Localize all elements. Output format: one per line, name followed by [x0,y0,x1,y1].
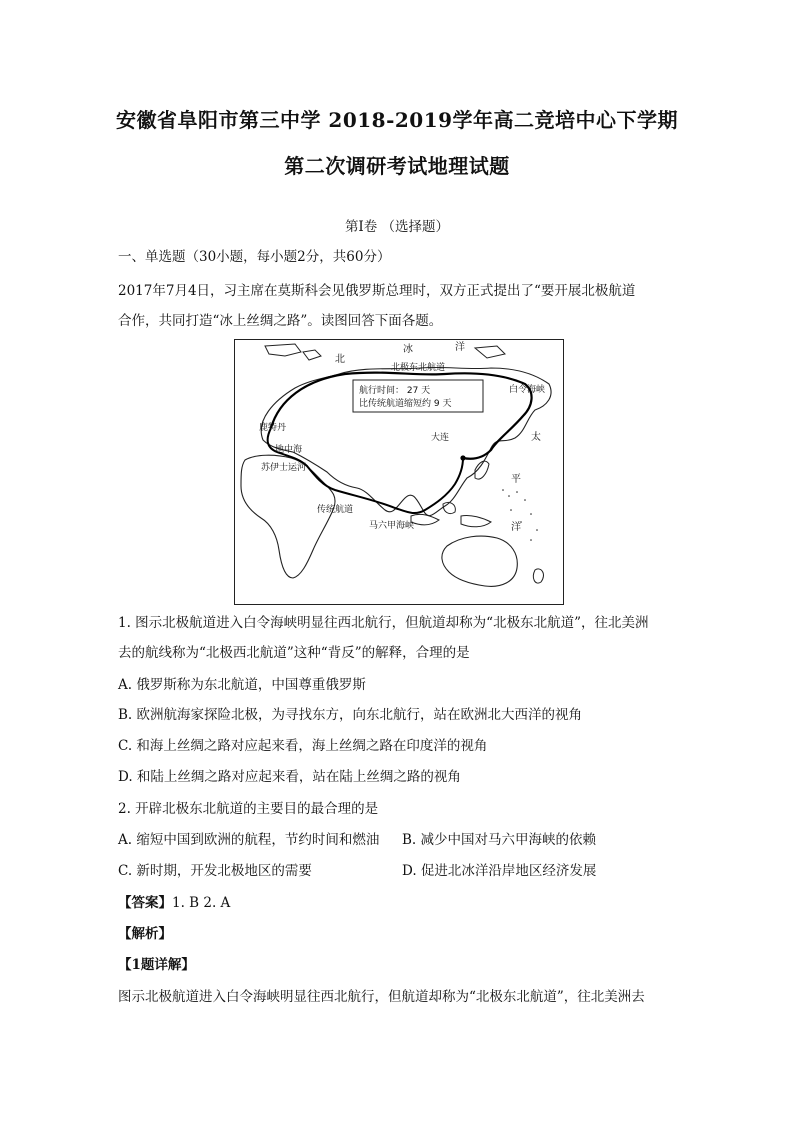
answer-text: 1. B 2. A [172,895,231,911]
answer-label: 【答案】 [118,895,172,911]
label-ice: 冰 [403,344,413,355]
arctic-island-shape [475,346,505,358]
label-mediterranean: 地中海 [275,445,303,455]
pacific-islands [502,489,538,541]
q1-stem-line-1: 1. 图示北极航道进入白令海峡明显往西北航行，但航道却称为“北极东北航道”，往北美洲 [118,615,649,631]
island-shape [443,502,455,513]
label-sail-time: 航行时间： 27 天 [359,386,431,396]
label-suez: 苏伊士运河 [261,463,307,473]
intro-line-2: 合作，共同打造“冰上丝绸之路”。读图回答下面各题。 [118,313,443,329]
label-pacific-ocean: 洋 [511,522,521,533]
label-traditional: 传统航道 [317,505,354,515]
part-heading: 一、单选题（30小题，每小题2分，共60分） [118,249,391,265]
label-malacca: 马六甲海峡 [369,521,415,531]
dalian-point [460,455,465,460]
label-north: 北 [335,354,345,365]
label-rotterdam: 鹿特丹 [259,423,287,433]
label-bering: 白令海峡 [509,385,546,395]
answer-line [118,894,230,912]
title-line-2: 第二次调研考试地理试题 [284,154,510,178]
intro-line-1: 2017年7月4日，习主席在莫斯科会见俄罗斯总理时，双方正式提出了“要开展北极航道 [118,283,636,299]
label-pacific-ping: 平 [511,474,521,485]
q1-option-c: C. 和海上丝绸之路对应起来看，海上丝绸之路在印度洋的视角 [118,738,488,754]
arctic-route-map [234,339,564,605]
section-heading: 第Ⅰ卷 （选择题） [344,219,450,235]
label-ocean-north: 洋 [455,342,465,353]
new-zealand-shape [533,569,543,583]
analysis-q1-line-1: 图示北极航道进入白令海峡明显往西北航行，但航道却称为“北极东北航道”，往北美洲去 [118,989,645,1005]
map-svg [235,340,563,604]
label-dalian: 大连 [431,433,450,443]
australia-outline [442,536,517,586]
q2-option-d: D. 促进北冰洋沿岸地区经济发展 [402,863,597,879]
island-shape [461,515,491,526]
q2-option-c: C. 新时期，开发北极地区的需要 [118,863,312,879]
label-pacific-tai: 太 [531,432,541,443]
analysis-label: 【解析】 [118,926,172,942]
label-route-ne: 北极东北航道 [391,363,446,373]
label-shorter: 比传统航道缩短约 9 天 [359,399,452,409]
q2-option-b: B. 减少中国对马六甲海峡的依赖 [402,832,597,848]
q1-option-d: D. 和陆上丝绸之路对应起来看，站在陆上丝绸之路的视角 [118,769,461,785]
q1-stem-line-2: 去的航线称为“北极西北航道”这种“背反”的解释，合理的是 [118,645,470,661]
q2-option-a: A. 缩短中国到欧洲的航程，节约时间和燃油 [118,832,380,848]
q2-stem: 2. 开辟北极东北航道的主要目的最合理的是 [118,801,379,817]
island-shape [411,514,439,524]
title-line-1: 安徽省阜阳市第三中学 2018-2019学年高二竞培中心下学期 [115,108,679,132]
q1-option-a: A. 俄罗斯称为东北航道，中国尊重俄罗斯 [118,677,366,693]
arctic-island-shape [265,344,301,356]
q1-detail-label: 【1题详解】 [118,957,195,973]
q1-option-b: B. 欧洲航海家探险北极，为寻找东方，向东北航行，站在欧洲北大西洋的视角 [118,707,583,723]
arctic-island-shape [303,350,321,360]
africa-outline [241,455,335,578]
